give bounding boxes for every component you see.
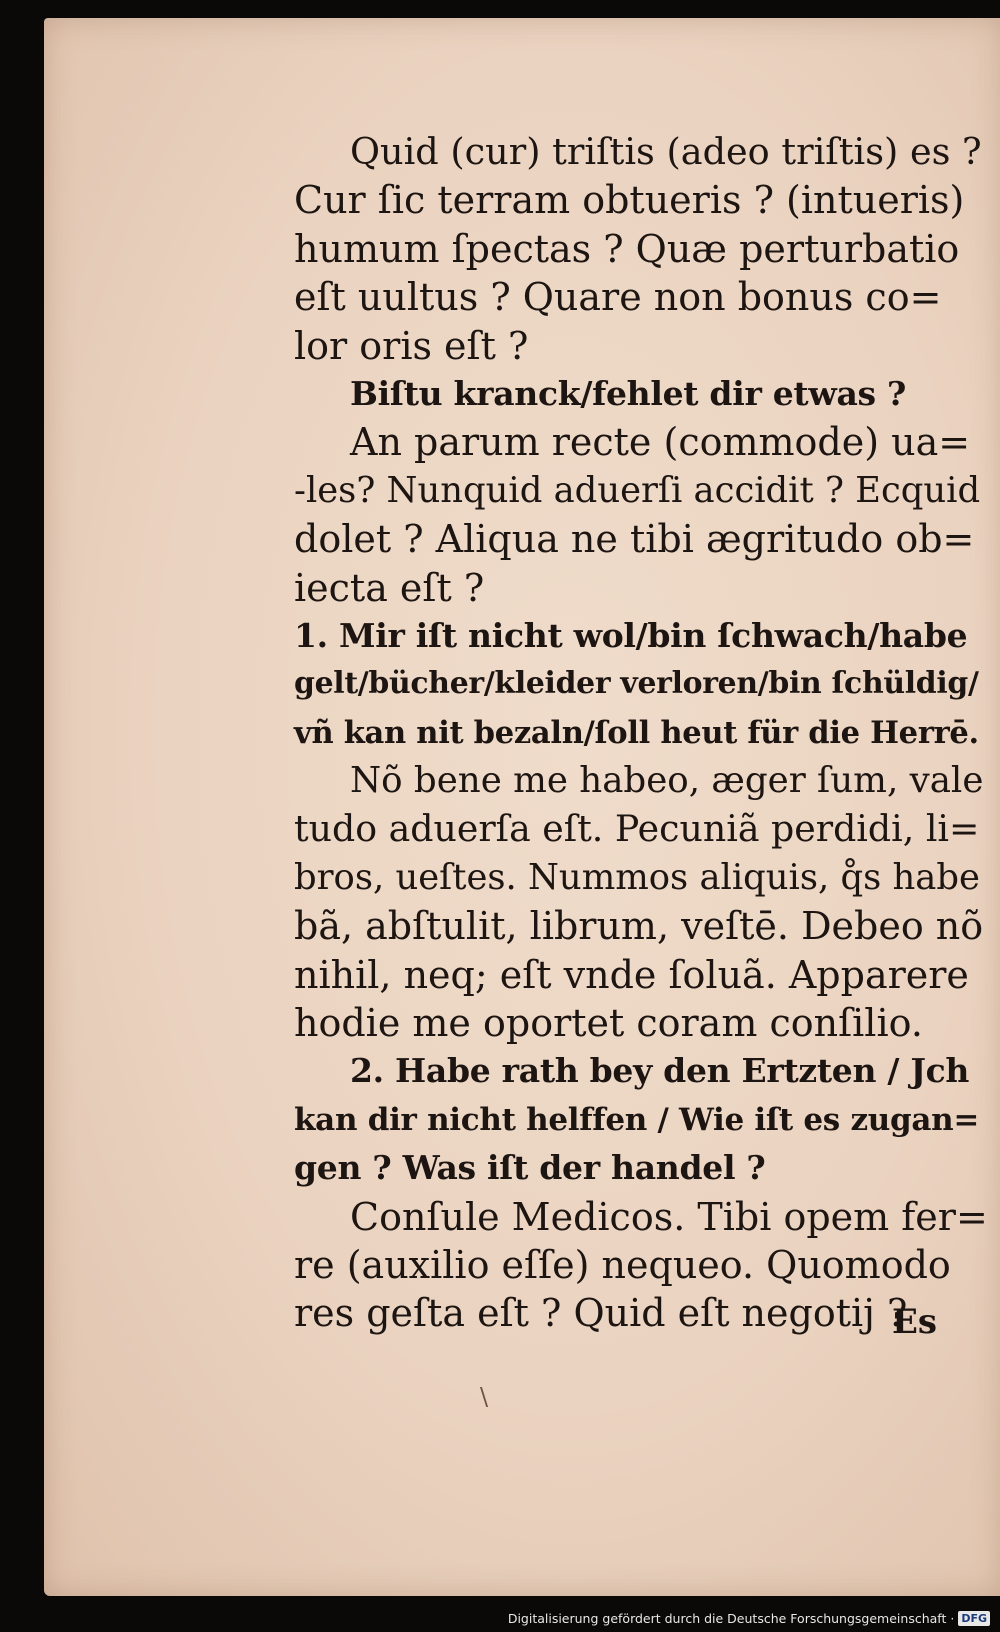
text-line-fraktur: kan dir nicht helffen / Wie iſt es zugan= [294, 1101, 980, 1138]
text-line-fraktur: gen ? Was iſt der handel ? [294, 1148, 766, 1188]
text-line: iecta eſt ? [294, 565, 485, 610]
text-line: humum ſpectas ? Quæ perturbatio [294, 226, 960, 271]
text-line: Conſule Medicos. Tibi opem fer= [350, 1194, 988, 1239]
text-line: res geſta eſt ? Quid eſt negotij ? [294, 1291, 908, 1336]
digitization-footer [508, 1607, 990, 1629]
page-text [294, 128, 994, 1338]
text-line-fraktur: 1. Mir iſt nicht wol/bin ſchwach/habe [294, 615, 968, 655]
text-line-fraktur: vñ kan nit bezaln/ſoll heut für die Herrē. [294, 714, 979, 751]
text-line-fraktur: 2. Habe rath bey den Ertzten / Jch [350, 1051, 970, 1091]
text-line: An parum recte (commode) ua= [350, 420, 971, 465]
text-line: tudo aduerſa eſt. Pecuniã perdidi, li= [294, 807, 980, 851]
text-line: lor oris eſt ? [294, 323, 529, 368]
text-line: re (auxilio eſſe) nequeo. Quomodo [294, 1242, 951, 1287]
text-line: Nõ bene me habeo, æger ſum, vale [350, 760, 984, 802]
text-line: -les? Nunquid aduerſi accidit ? Ecquid [294, 469, 981, 511]
text-line: Quid (cur) triſtis (adeo triſtis) es ? [350, 130, 982, 173]
text-line-fraktur: Biſtu kranck/fehlet dir etwas ? [350, 373, 907, 413]
text-line-fraktur: gelt/bücher/kleider verloren/bin ſchüldig/ [294, 666, 979, 702]
text-line: eſt uultus ? Quare non bonus co= [294, 275, 942, 320]
text-line: bã, abſtulit, librum, veſtē. Debeo nõ [294, 904, 984, 949]
text-line: Cur ſic terram obtueris ? (intueris) [294, 178, 965, 223]
catchword: Es [892, 1302, 938, 1342]
text-line: dolet ? Aliqua ne tibi ægritudo ob= [294, 517, 975, 562]
page-mark: \ [480, 1383, 489, 1411]
dfg-logo-icon: DFG [958, 1611, 990, 1626]
text-line: hodie me oportet coram conſilio. [294, 1001, 923, 1046]
text-line: nihil, neq; eſt vnde ſoluã. Apparere [294, 952, 969, 997]
book-page [44, 18, 1000, 1596]
footer-text: Digitalisierung gefördert durch die Deutsche Forschungsgemeinschaft · [507, 1610, 955, 1626]
text-line: bros, ueſtes. Nummos aliquis, q̊s habe [294, 856, 980, 898]
